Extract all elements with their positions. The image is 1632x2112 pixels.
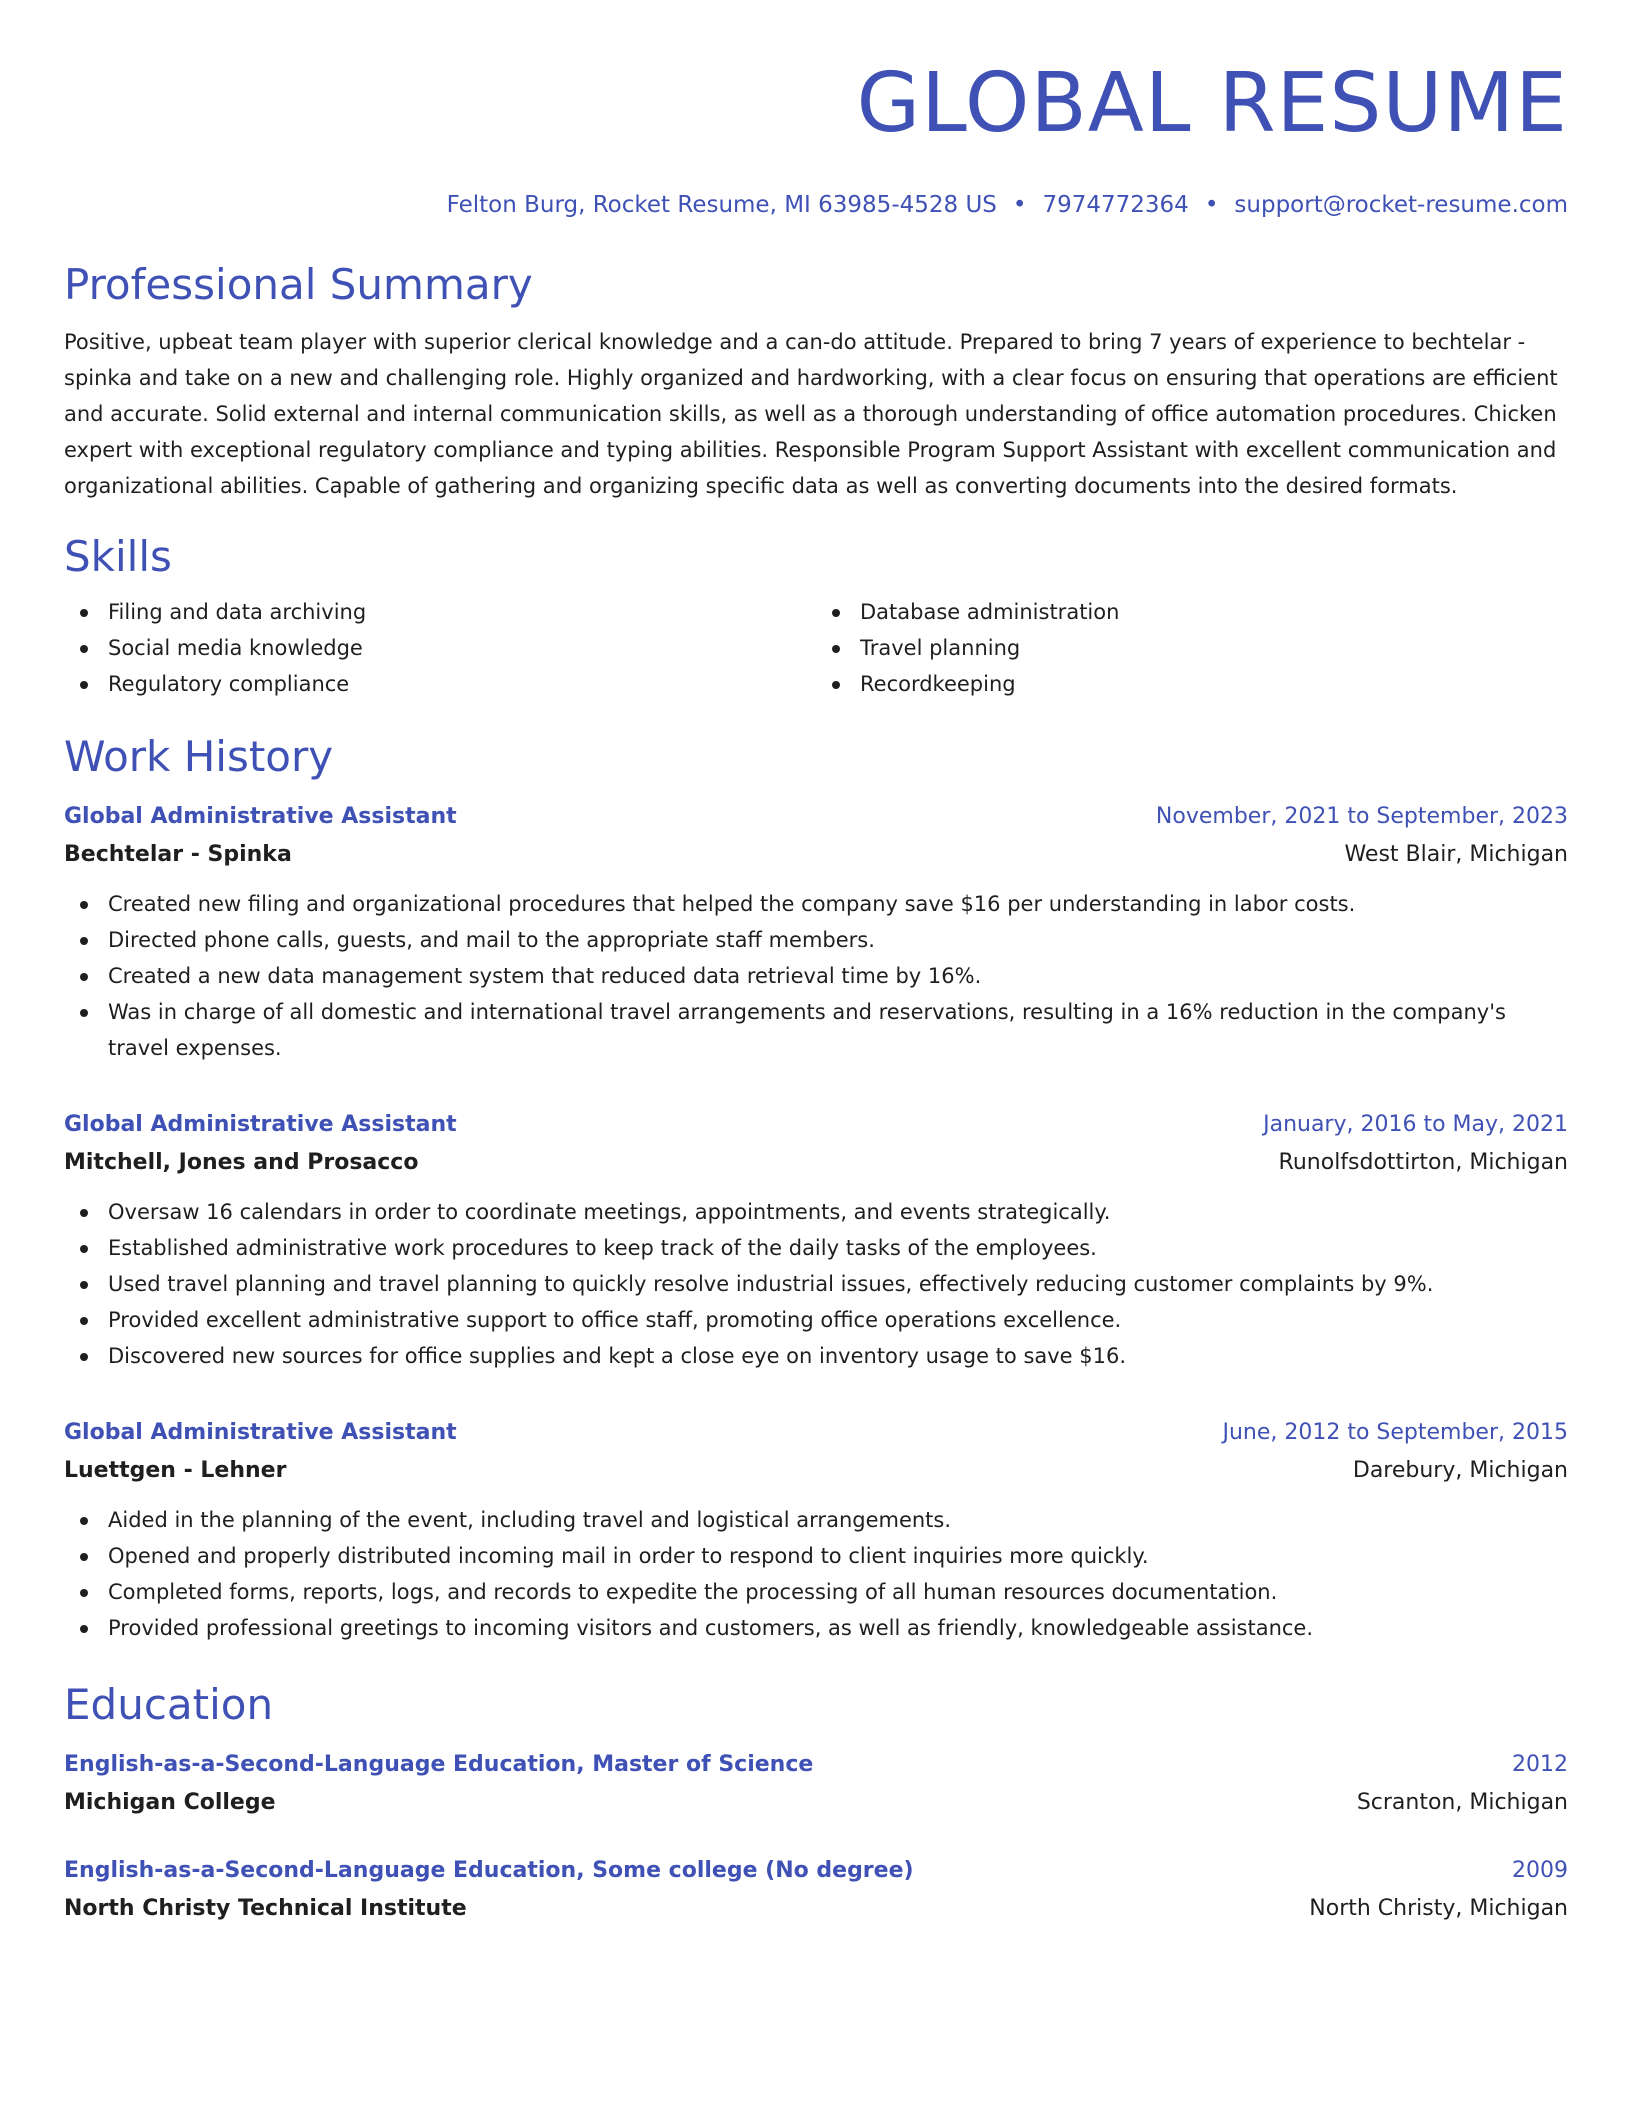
job-bullets — [64, 886, 1568, 1066]
education-year: 2009 — [1512, 1858, 1568, 1883]
job-bullets — [64, 1502, 1568, 1646]
skill-item: Travel planning — [816, 630, 1568, 666]
contact-separator: • — [1012, 192, 1027, 218]
job-dates: June, 2012 to September, 2015 — [1222, 1420, 1568, 1445]
job-bullet: Aided in the planning of the event, including travel and logistical arrangements. — [64, 1502, 1568, 1538]
skills-column-right — [816, 594, 1568, 702]
skill-item: Social media knowledge — [64, 630, 816, 666]
contact-email: support@rocket-resume.com — [1234, 192, 1568, 218]
skill-item: Regulatory compliance — [64, 666, 816, 702]
summary-text: Positive, upbeat team player with superior clerical knowledge and a can-do attitude. Prepared to bring 7 years of experience to bechtelar - spinka and take on a new and challenging role. Highly organized and hardworking, with a clear focus on ensuring that operations are efficient and accurate. Solid external and internal communication skills, as well as a thorough understanding of office automation procedures. Chicken expert with exceptional regulatory compliance and typing abilities. Responsible Program Support Assistant with excellent communication and organizational abilities. Capable of gathering and organizing specific data as well as converting documents into the desired formats. — [64, 330, 1558, 498]
job-bullet: Oversaw 16 calendars in order to coordinate meetings, appointments, and events strategically. — [64, 1194, 1568, 1230]
education-degree: English-as-a-Second-Language Education, Master of Science — [64, 1752, 814, 1777]
job-entry — [64, 1106, 1568, 1374]
job-bullet: Created a new data management system that reduced data retrieval time by 16%. — [64, 958, 1568, 994]
contact-phone: 7974772364 — [1042, 192, 1189, 218]
job-location: West Blair, Michigan — [1344, 842, 1568, 867]
job-company: Mitchell, Jones and Prosacco — [64, 1150, 419, 1175]
contact-address: Felton Burg, Rocket Resume, MI 63985-4528 US — [446, 192, 997, 218]
resume-name: GLOBAL RESUME — [856, 56, 1568, 151]
skills-column-left — [64, 594, 816, 702]
job-bullet: Directed phone calls, guests, and mail to the appropriate staff members. — [64, 922, 1568, 958]
job-title: Global Administrative Assistant — [64, 1112, 457, 1137]
education-heading: Education — [64, 1680, 274, 1729]
education-degree: English-as-a-Second-Language Education, Some college (No degree) — [64, 1858, 914, 1883]
job-location: Darebury, Michigan — [1352, 1458, 1568, 1483]
education-location: Scranton, Michigan — [1356, 1790, 1568, 1815]
contact-line — [64, 190, 1568, 220]
job-bullet: Opened and properly distributed incoming mail in order to respond to client inquiries more quickly. — [64, 1538, 1568, 1574]
job-dates: January, 2016 to May, 2021 — [1263, 1112, 1568, 1137]
job-bullet: Provided excellent administrative support to office staff, promoting office operations excellence. — [64, 1302, 1568, 1338]
skills-list — [64, 594, 1568, 702]
skill-item: Filing and data archiving — [64, 594, 816, 630]
skill-item: Recordkeeping — [816, 666, 1568, 702]
education-entry — [64, 1746, 1568, 1822]
skills-heading: Skills — [64, 532, 172, 581]
education-school: Michigan College — [64, 1790, 276, 1815]
education-location: North Christy, Michigan — [1309, 1896, 1568, 1921]
job-bullet: Was in charge of all domestic and international travel arrangements and reservations, resulting in a 16% reduction in the company's travel expenses. — [64, 994, 1568, 1066]
summary-heading: Professional Summary — [64, 260, 533, 309]
education-entry — [64, 1852, 1568, 1928]
job-bullet: Completed forms, reports, logs, and records to expedite the processing of all human resources documentation. — [64, 1574, 1568, 1610]
job-location: Runolfsdottirton, Michigan — [1278, 1150, 1568, 1175]
job-bullet: Used travel planning and travel planning to quickly resolve industrial issues, effectively reducing customer complaints by 9%. — [64, 1266, 1568, 1302]
job-dates: November, 2021 to September, 2023 — [1155, 804, 1568, 829]
education-school: North Christy Technical Institute — [64, 1896, 467, 1921]
job-bullet: Established administrative work procedures to keep track of the daily tasks of the employees. — [64, 1230, 1568, 1266]
job-entry — [64, 1414, 1568, 1646]
job-company: Bechtelar - Spinka — [64, 842, 292, 867]
job-entry — [64, 798, 1568, 1066]
job-bullet: Created new filing and organizational procedures that helped the company save $16 per understanding in labor costs. — [64, 886, 1568, 922]
job-bullet: Discovered new sources for office supplies and kept a close eye on inventory usage to save $16. — [64, 1338, 1568, 1374]
contact-separator: • — [1204, 192, 1219, 218]
education-year: 2012 — [1512, 1752, 1568, 1777]
work-history-heading: Work History — [64, 732, 334, 781]
job-title: Global Administrative Assistant — [64, 1420, 457, 1445]
job-company: Luettgen - Lehner — [64, 1458, 287, 1483]
skill-item: Database administration — [816, 594, 1568, 630]
job-bullet: Provided professional greetings to incoming visitors and customers, as well as friendly, knowledgeable assistance. — [64, 1610, 1568, 1646]
job-title: Global Administrative Assistant — [64, 804, 457, 829]
job-bullets — [64, 1194, 1568, 1374]
